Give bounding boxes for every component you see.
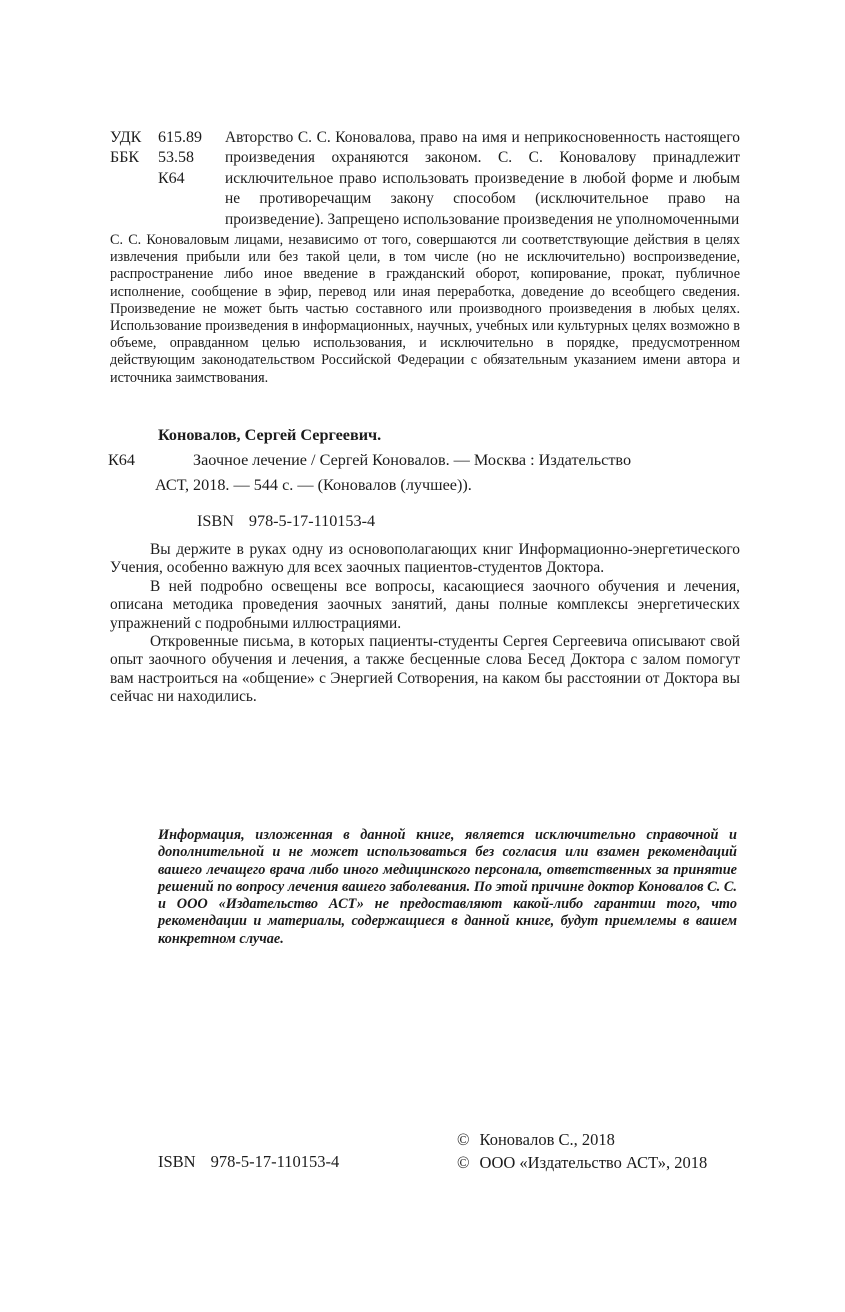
copyright-notice-part2: С. С. Коноваловым лицами, независимо от того, совершаются ли соответствующие действия в целях извлечения прибыли или без такой цели, в том числе (но не исключительно) воспроизведение, распространение либо иное введение в гражданский оборот, копирование, прокат, публичное исполнение, сообщение в эфир, перевод или иная переработка, доведение до всеобщего сведения. Произведение не может быть частью составного или производного произведения в любых целях. Использование произведения в информационных, научных, учебных или культурных целях возможно в объеме, оправданном целью использования, и исключительно в порядке, предусмотренном действующим законодательством Российской Федерации с обязательным указанием имени автора и источника заимствования. — [110, 232, 740, 386]
bibliographic-line-2: АСТ, 2018. — 544 с. — (Коновалов (лучшее)). — [155, 476, 472, 494]
bibliographic-line-1 — [110, 448, 740, 473]
annotation-paragraph: Вы держите в руках одну из основополагающих книг Информационно-энергетического Учения, особенно важную для всех заочных пациентов-студентов Доктора. — [110, 541, 740, 577]
disclaimer-block — [158, 827, 737, 948]
copyright-block — [110, 128, 740, 387]
classification-codes — [110, 128, 225, 230]
copyright-notice-part1: Авторство С. С. Коновалова, право на имя и неприкосновенность настоящего произведения охраняются законом. С. С. Коновалову принадлежит исключительное право использовать произведение в любой форме и любым не противоречащим закону способом (исключительное право на произведение). Запрещено использование произведения не уполномоченными — [225, 129, 740, 228]
footer-copyrights — [457, 1129, 707, 1174]
bibliographic-text-1: Заочное лечение / Сергей Коновалов. — Москва : Издательство — [193, 451, 632, 469]
catalog-isbn-label: ISBN — [197, 512, 234, 530]
annotation-paragraph: Откровенные письма, в которых пациенты-студенты Сергея Сергеевича описывают свой опыт заочного обучения и лечения, а также бесценные слова Бесед Доктора с залом помогут вам настроиться на «общение» с Энергией Сотворения, на каком бы расстоянии от Доктора вы сейчас ни находились. — [110, 633, 740, 706]
footer-isbn-label: ISBN — [158, 1152, 196, 1171]
footer-isbn — [158, 1152, 339, 1172]
catalog-isbn — [110, 509, 740, 534]
author-code-spacer — [110, 169, 158, 189]
bbk-value: 53.58 — [158, 149, 194, 167]
annotation-block — [110, 541, 740, 707]
copyright-line — [457, 1129, 707, 1152]
disclaimer-text: Информация, изложенная в данной книге, является исключительно справочной и дополнительной и не может использоваться без согласия или взамен рекомендаций вашего лечащего врача либо иного медицинского персонала, ответственных за принятие решений по вопросу лечения вашего заболевания. По этой причине доктор Коновалов С. С. и ООО «Издательство АСТ» не предоставляют какой-либо гарантии того, что рекомендации и материалы, содержащиеся в данной книге, будут приемлемы в вашем конкретном случае. — [158, 827, 737, 947]
footer-isbn-value: 978-5-17-110153-4 — [210, 1152, 340, 1171]
catalog-card — [110, 423, 740, 534]
author-heading: Коновалов, Сергей Сергеевич. — [158, 426, 382, 444]
udk-value: 615.89 — [158, 129, 202, 146]
author-code-row — [110, 169, 225, 189]
catalog-code: К64 — [108, 451, 135, 469]
copyright-text: Коновалов С., 2018 — [479, 1130, 615, 1149]
copyright-line — [457, 1152, 707, 1175]
author-code: К64 — [158, 169, 185, 187]
copyright-symbol: © — [457, 1130, 470, 1149]
annotation-paragraph: В ней подробно освещены все вопросы, касающиеся заочного обучения и лечения, описана методика проведения заочных занятий, даны полные комплексы энергетических упражнений с подробными иллюстрациями. — [110, 577, 740, 632]
copyright-text: ООО «Издательство АСТ», 2018 — [479, 1152, 708, 1172]
bbk-label: ББК — [110, 149, 140, 167]
udk-row — [110, 128, 225, 148]
bbk-row — [110, 148, 225, 168]
copyright-symbol: © — [457, 1152, 470, 1172]
udk-label: УДК — [110, 129, 142, 146]
catalog-isbn-value: 978-5-17-110153-4 — [248, 512, 376, 530]
